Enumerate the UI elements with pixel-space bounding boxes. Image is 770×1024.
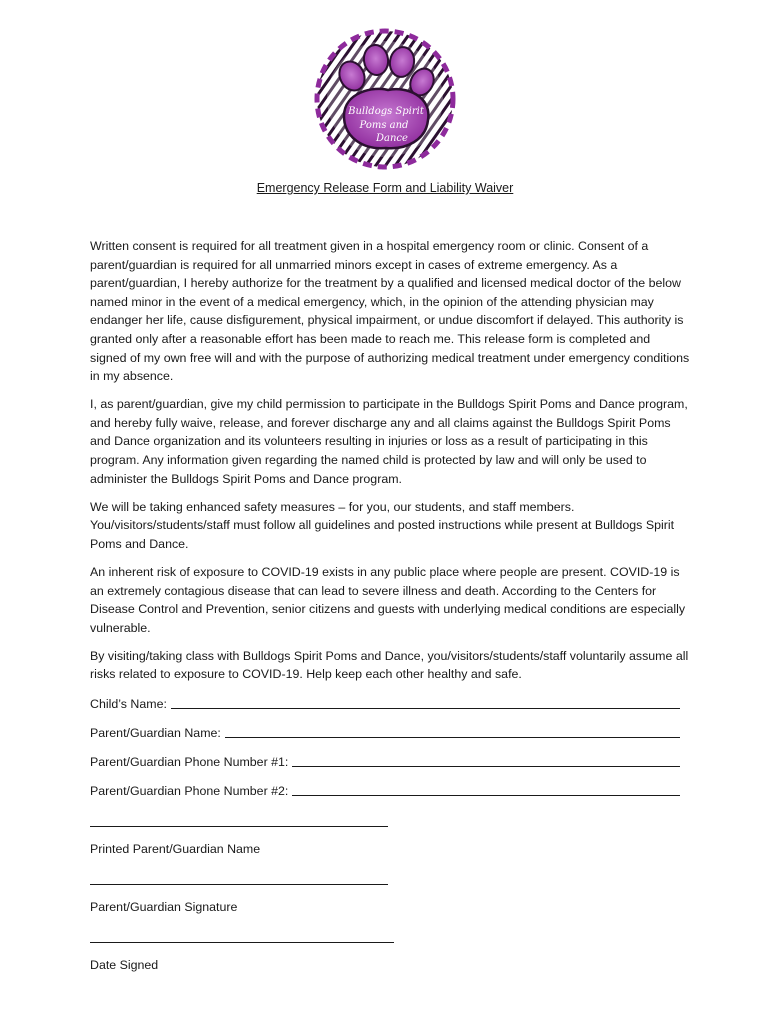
logo-text-line2: Poms and (359, 120, 409, 131)
child-name-label: Child’s Name: (90, 697, 167, 711)
phone1-field[interactable] (90, 752, 680, 770)
paragraph-consent: Written consent is required for all treatment given in a hospital emergency room or clinic. Consent of a parent/guardian is required for all unmarried minors except in cases of extreme emergency. As a parent/guardian, I hereby authorize for the treatment by a qualified and licensed medical doctor of the below named minor in the event of a medical emergency, which, in the opinion of the attending physician may endanger her life, cause disfigurement, physical impairment, or undue discomfort if delayed. This authority is granted only after a reasonable effort has been made to reach me. This release form is completed and signed of my own free will and with the purpose of authorizing medical treatment under emergency conditions in my absence. (90, 239, 690, 384)
phone1-line[interactable] (292, 754, 680, 767)
paragraph-covid-risk: An inherent risk of exposure to COVID-19 exists in any public place where people are present. COVID-19 is an extremely contagious disease that can lead to severe illness and death. According to the Centers for Disease Control and Prevention, senior citizens and guests with underlying medical conditions are especially vulnerable. (90, 565, 686, 635)
guardian-name-line[interactable] (225, 725, 680, 738)
paragraph-assume-risk: By visiting/taking class with Bulldogs Spirit Poms and Dance, you/visitors/students/staff voluntarily assume all risks related to exposure to COVID-19. Help keep each other healthy and safe. (90, 648, 689, 682)
guardian-signature-label: Parent/Guardian Signature (90, 900, 238, 914)
paragraph-safety: We will be taking enhanced safety measures – for you, our students, and staff members. You/visitors/students/staff must follow all guidelines and posted instructions while present at Bulldogs Spirit Poms and Dance. (90, 499, 675, 551)
child-name-field[interactable] (90, 694, 680, 712)
printed-name-signature-line[interactable] (90, 826, 388, 827)
phone1-label: Parent/Guardian Phone Number #1: (90, 755, 289, 769)
phone2-label: Parent/Guardian Phone Number #2: (90, 784, 289, 798)
guardian-signature-line[interactable] (90, 884, 388, 885)
club-logo (314, 28, 456, 170)
child-name-line[interactable] (171, 696, 680, 709)
logo-text-line1: Bulldogs Spirit (348, 106, 424, 117)
logo-text-line3: Dance (376, 133, 408, 144)
date-signed-label: Date Signed (90, 958, 159, 972)
paragraph-waiver: I, as parent/guardian, give my child permission to participate in the Bulldogs Spirit Poms and Dance program, and hereby fully waive, release, and forever discharge any and all claims against the Bulldogs Spirit Poms and Dance organization and its volunteers resulting in injuries or loss as a result of participating in this program. Any information given regarding the named child is protected by law and will only be used to administer the Bulldogs Spirit Poms and Dance program. (90, 397, 688, 486)
paw-print-logo-icon (314, 28, 456, 170)
date-signed-line[interactable] (90, 942, 394, 943)
document-body (90, 237, 690, 694)
guardian-name-label: Parent/Guardian Name: (90, 726, 221, 740)
phone2-line[interactable] (292, 783, 680, 796)
printed-name-label: Printed Parent/Guardian Name (90, 842, 261, 856)
guardian-name-field[interactable] (90, 723, 680, 741)
phone2-field[interactable] (90, 781, 680, 799)
document-title: Emergency Release Form and Liability Waiver (256, 181, 514, 195)
